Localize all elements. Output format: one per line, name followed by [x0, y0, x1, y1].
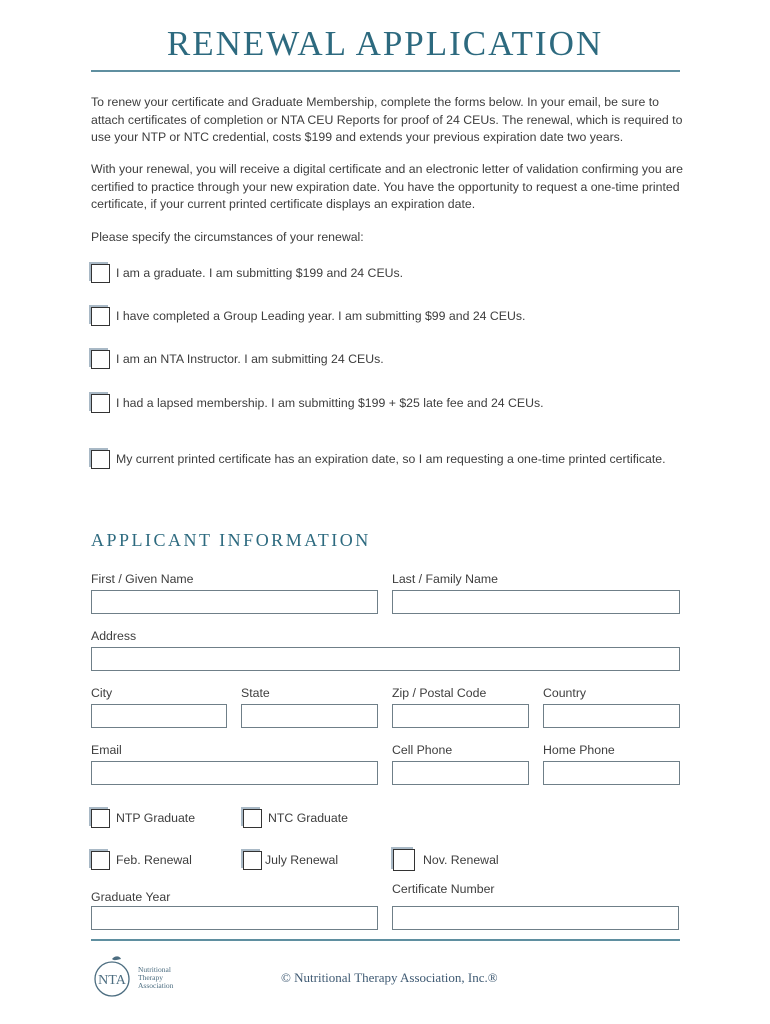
last-name-label: Last / Family Name	[392, 572, 498, 586]
address-label: Address	[91, 629, 137, 643]
cell-phone-field[interactable]	[392, 761, 529, 785]
option-label: Nov. Renewal	[423, 853, 499, 867]
zip-field[interactable]	[392, 704, 529, 728]
option-july-renewal[interactable]	[243, 849, 338, 871]
zip-label: Zip / Postal Code	[392, 686, 487, 700]
first-name-field[interactable]	[91, 590, 378, 614]
option-group-leading[interactable]	[91, 305, 525, 327]
state-label: State	[241, 686, 270, 700]
option-nov-renewal[interactable]	[393, 849, 499, 871]
option-label: July Renewal	[265, 853, 339, 867]
option-label: My current printed certificate has an expiration date, so I am requesting a one-time printed certificate.	[116, 452, 666, 466]
logo-line: Nutritional	[138, 965, 171, 974]
logo-line: Therapy	[138, 973, 163, 982]
checkbox[interactable]	[91, 350, 110, 369]
option-label: I am an NTA Instructor. I am submitting 24 CEUs.	[116, 352, 384, 366]
option-printed-certificate[interactable]	[91, 448, 666, 470]
certificate-number-label: Certificate Number	[392, 882, 495, 896]
option-label: NTP Graduate	[116, 811, 196, 825]
option-feb-renewal[interactable]	[91, 849, 192, 871]
section-heading-applicant: APPLICANT INFORMATION	[91, 530, 371, 550]
option-ntc-graduate[interactable]	[243, 807, 348, 829]
option-lapsed[interactable]	[91, 392, 544, 414]
email-label: Email	[91, 743, 122, 757]
city-label: City	[91, 686, 113, 700]
checkbox[interactable]	[91, 809, 110, 828]
footer-copyright: © Nutritional Therapy Association, Inc.®	[281, 970, 498, 985]
logo-abbreviation: NTA	[98, 973, 126, 988]
graduate-year-label: Graduate Year	[91, 890, 171, 904]
checkbox[interactable]	[91, 450, 110, 469]
checkbox[interactable]	[91, 851, 110, 870]
city-field[interactable]	[91, 704, 227, 728]
option-instructor[interactable]	[91, 348, 384, 370]
checkbox[interactable]	[243, 851, 262, 870]
option-label: I had a lapsed membership. I am submitting $199 + $25 late fee and 24 CEUs.	[116, 396, 544, 410]
checkbox[interactable]	[91, 307, 110, 326]
renewal-prompt: Please specify the circumstances of your renewal:	[91, 230, 364, 244]
checkbox[interactable]	[393, 849, 415, 871]
page-title: RENEWAL APPLICATION	[166, 24, 604, 63]
checkbox[interactable]	[91, 394, 110, 413]
option-label: NTC Graduate	[268, 811, 348, 825]
email-field[interactable]	[91, 761, 378, 785]
home-phone-field[interactable]	[543, 761, 680, 785]
option-label: I am a graduate. I am submitting $199 and 24 CEUs.	[116, 266, 404, 280]
address-field[interactable]	[91, 647, 680, 671]
option-graduate[interactable]	[91, 262, 403, 284]
option-label: I have completed a Group Leading year. I am submitting $99 and 24 CEUs.	[116, 309, 526, 323]
checkbox[interactable]	[91, 264, 110, 283]
cell-phone-label: Cell Phone	[392, 743, 453, 757]
certificate-number-field[interactable]	[392, 906, 679, 930]
graduate-year-field[interactable]	[91, 906, 378, 930]
country-label: Country	[543, 686, 587, 700]
title-divider	[91, 70, 680, 72]
option-ntp-graduate[interactable]	[91, 807, 195, 829]
first-name-label: First / Given Name	[91, 572, 194, 586]
home-phone-label: Home Phone	[543, 743, 615, 757]
state-field[interactable]	[241, 704, 378, 728]
intro-paragraph-2: With your renewal, you will receive a digital certificate and an electronic letter of validation confirming you are certified to practice through your new expiration date. You have the opportunity to request a one-time printed certificate, if your current printed certificate displays an expiration date.	[91, 162, 683, 211]
last-name-field[interactable]	[392, 590, 680, 614]
logo-wordmark	[138, 966, 173, 990]
footer-divider	[91, 939, 680, 941]
logo-line: Association	[138, 981, 174, 990]
country-field[interactable]	[543, 704, 680, 728]
checkbox[interactable]	[243, 809, 262, 828]
option-label: Feb. Renewal	[116, 853, 192, 867]
intro-paragraph-1: To renew your certificate and Graduate Membership, complete the forms below. In your email, be sure to attach certificates of completion or NTA CEU Reports for proof of 24 CEUs. The renewal, which is required to use your NTP or NTC credential, costs $199 and extends your previous expiration date two years.	[91, 95, 683, 144]
